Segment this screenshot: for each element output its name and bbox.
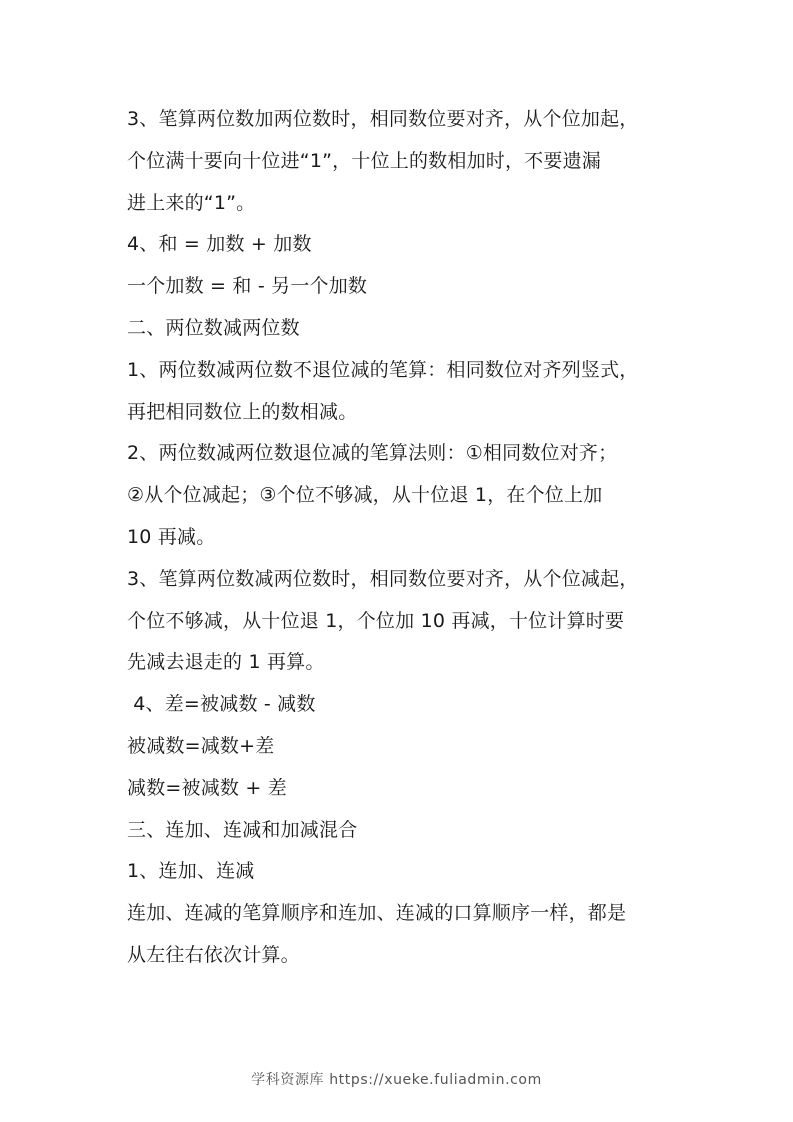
section-heading: 三、连加、连减和加减混合	[127, 818, 358, 841]
text-line: ②从个位减起；③个位不够减，从十位退 1，在个位上加	[127, 484, 603, 507]
text-line: 4、差=被减数 - 减数	[127, 693, 316, 716]
document-body	[127, 99, 672, 977]
text-line: 连加、连减的笔算顺序和连加、连减的口算顺序一样，都是	[127, 902, 627, 925]
text-line: 从左往右依次计算。	[127, 943, 300, 966]
text-line: 再把相同数位上的数相减。	[127, 400, 358, 423]
text-line: 2、两位数减两位数退位减的笔算法则：①相同数位对齐；	[127, 442, 618, 465]
text-line: 进上来的“1”。	[127, 191, 256, 214]
text-line: 10 再减。	[127, 525, 216, 548]
footer-watermark: 学科资源库 https://xueke.fuliadmin.com	[251, 1072, 542, 1088]
text-line: 减数=被减数 + 差	[127, 776, 287, 799]
section-heading: 二、两位数减两位数	[127, 316, 300, 339]
text-line: 被减数=减数+差	[127, 734, 275, 757]
text-line: 个位满十要向十位进“1”，十位上的数相加时，不要遗漏	[127, 149, 601, 172]
text-line: 1、两位数减两位数不退位减的笔算：相同数位对齐列竖式，	[127, 358, 639, 381]
text-line: 1、连加、连减	[127, 860, 255, 883]
text-line: 个位不够减，从十位退 1，个位加 10 再减，十位计算时要	[127, 609, 625, 632]
text-line: 3、笔算两位数减两位数时，相同数位要对齐，从个位减起，	[127, 567, 639, 590]
text-line: 4、和 = 加数 + 加数	[127, 233, 312, 256]
text-line: 3、笔算两位数加两位数时，相同数位要对齐，从个位加起，	[127, 108, 639, 130]
text-line: 一个加数 = 和 - 另一个加数	[127, 275, 368, 298]
text-line: 先减去退走的 1 再算。	[127, 651, 325, 674]
